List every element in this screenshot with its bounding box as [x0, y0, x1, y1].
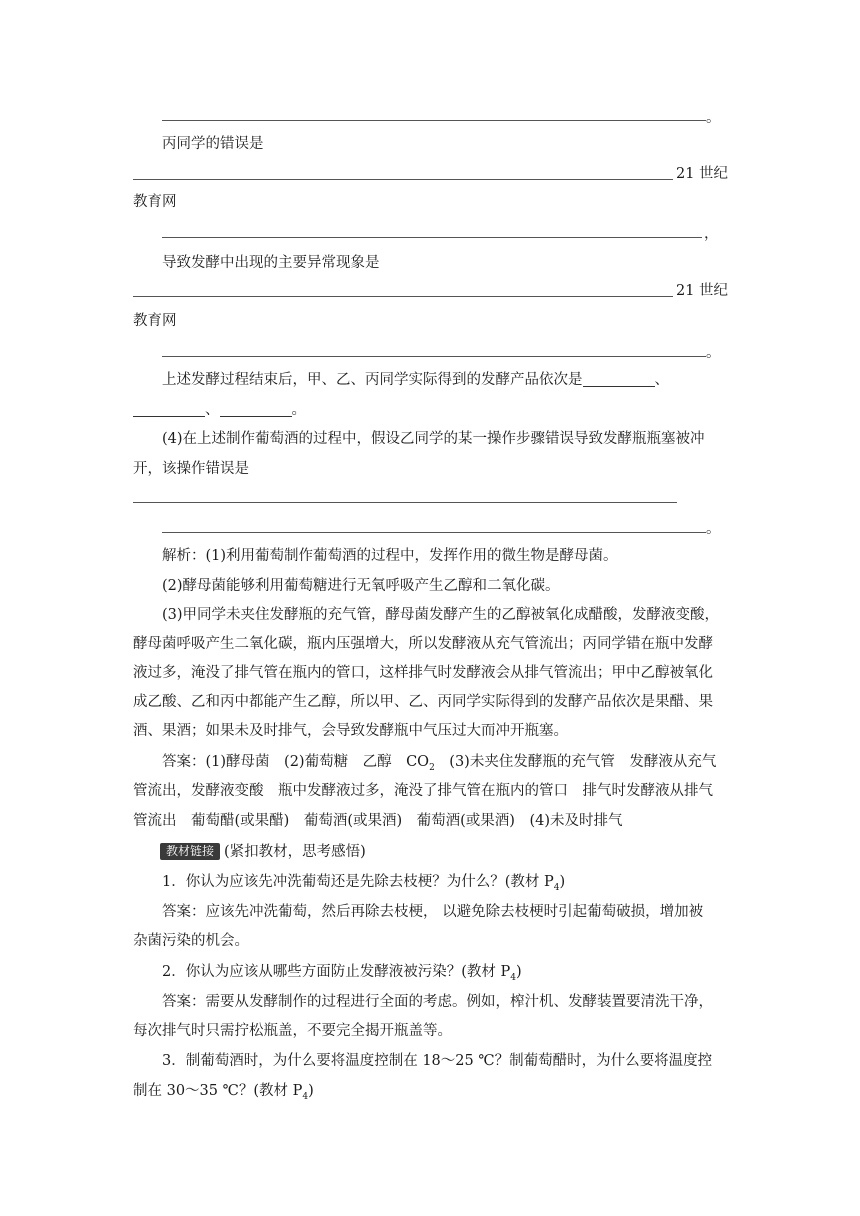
fill-in-blank — [133, 402, 205, 417]
textbook-question — [162, 962, 522, 988]
fill-in-blank — [583, 372, 655, 387]
subscript: 4 — [510, 972, 516, 983]
answer-part: (3)未夹住发酵瓶的充气管 发酵液从充气 — [434, 754, 717, 770]
separator: 、 — [654, 372, 669, 388]
subscript: 2 — [429, 762, 435, 773]
answer-blank-line — [133, 296, 673, 297]
analysis-text: 液过多，淹没了排气管在瓶内的管口，这样排气时发酵液会从排气管流出；甲中乙醇被氧化 — [133, 665, 713, 681]
end-mark: 。 — [706, 521, 721, 537]
comma-mark: ， — [704, 226, 719, 242]
question-text — [162, 370, 669, 390]
watermark-text: 教育网 — [133, 313, 177, 329]
end-mark: 。 — [706, 110, 721, 126]
answer-part: 答案：(1)酵母菌 (2)葡萄糖 乙醇 CO — [162, 754, 430, 770]
textbook-question — [162, 872, 565, 898]
textbook-answer: 答案：需要从发酵制作的过程进行全面的考虑。例如，榨汁机、发酵装置要清洗干净， — [162, 994, 713, 1010]
textbook-answer: 每次排气时只需拧松瓶盖，不要完全揭开瓶盖等。 — [133, 1023, 452, 1039]
answer-blank-line — [133, 179, 673, 180]
analysis-text: (2)酵母菌能够利用葡萄糖进行无氧呼吸产生乙醇和二氧化碳。 — [162, 578, 560, 594]
analysis-text: 解析：(1)利用葡萄制作葡萄酒的过程中，发挥作用的微生物是酵母菌。 — [162, 548, 618, 564]
end-mark: 。 — [706, 345, 721, 361]
question-text: 2．你认为应该从哪些方面防止发酵液被污染？(教材 P — [162, 964, 511, 980]
analysis-text: 成乙酸、乙和丙中都能产生乙醇，所以甲、乙、丙同学实际得到的发酵产品依次是果醋、果 — [133, 694, 713, 710]
answer-text: 管流出，发酵液变酸 瓶中发酵液过多，淹没了排气管在瓶内的管口 排气时发酵液从排气 — [133, 783, 713, 799]
question-text: 导致发酵中出现的主要异常现象是 — [162, 255, 380, 271]
textbook-answer: 杂菌污染的机会。 — [133, 933, 249, 949]
textbook-question — [133, 1081, 314, 1107]
subscript: 4 — [302, 1091, 309, 1102]
answer-text — [162, 752, 716, 778]
watermark-text: 教育网 — [133, 194, 177, 210]
question-text: 1．你认为应该先冲洗葡萄还是先除去枝梗？为什么？(教材 P — [162, 874, 554, 890]
textbook-link-note: (紧扣教材，思考感悟) — [224, 844, 366, 860]
products-lead: 上述发酵过程结束后，甲、乙、丙同学实际得到的发酵产品依次是 — [162, 372, 583, 388]
textbook-link-badge: 教材链接 — [160, 843, 220, 860]
answer-blank-line — [162, 120, 706, 121]
question-text: 丙同学的错误是 — [162, 136, 264, 152]
question-text: ) — [308, 1083, 314, 1099]
subscript: 4 — [553, 882, 560, 893]
watermark-text: 21 世纪 — [676, 283, 729, 299]
textbook-link-header — [160, 842, 366, 862]
textbook-answer: 答案：应该先冲洗葡萄，然后再除去枝梗， 以避免除去枝梗时引起葡萄破损，增加被 — [162, 904, 704, 920]
fill-in-blank — [220, 402, 292, 417]
question-text: ) — [559, 874, 566, 890]
analysis-text: 酒、果酒；如果未及时排气，会导致发酵瓶中气压过大而冲开瓶塞。 — [133, 723, 568, 739]
answer-text: 管流出 葡萄醋(或果醋) 葡萄酒(或果酒) 葡萄酒(或果酒) (4)未及时排气 — [133, 813, 623, 829]
analysis-text: (3)甲同学未夹住发酵瓶的充气管，酵母菌发酵产生的乙醇被氧化成醋酸，发酵液变酸， — [162, 607, 720, 623]
question-4-text: (4)在上述制作葡萄酒的过程中，假设乙同学的某一操作步骤错误导致发酵瓶瓶塞被冲 — [162, 431, 705, 447]
answer-blank-line — [162, 356, 706, 357]
question-4-text: 开，该操作错误是 — [133, 461, 249, 477]
textbook-question: 3．制葡萄酒时，为什么要将温度控制在 18～25 ℃？制葡萄醋时，为什么要将温度控 — [162, 1053, 713, 1069]
question-text — [133, 400, 306, 420]
end-mark: 。 — [291, 402, 306, 418]
analysis-text: 酵母菌呼吸产生二氧化碳，瓶内压强增大，所以发酵液从充气管流出；丙同学错在瓶中发酵 — [133, 636, 713, 652]
watermark-text: 21 世纪 — [676, 166, 729, 182]
separator: 、 — [205, 402, 220, 418]
answer-blank-line — [162, 237, 702, 238]
answer-blank-line — [162, 532, 706, 533]
question-text: 制在 30～35 ℃？(教材 P — [133, 1083, 303, 1099]
answer-blank-line — [133, 502, 677, 503]
question-text: ) — [515, 964, 522, 980]
